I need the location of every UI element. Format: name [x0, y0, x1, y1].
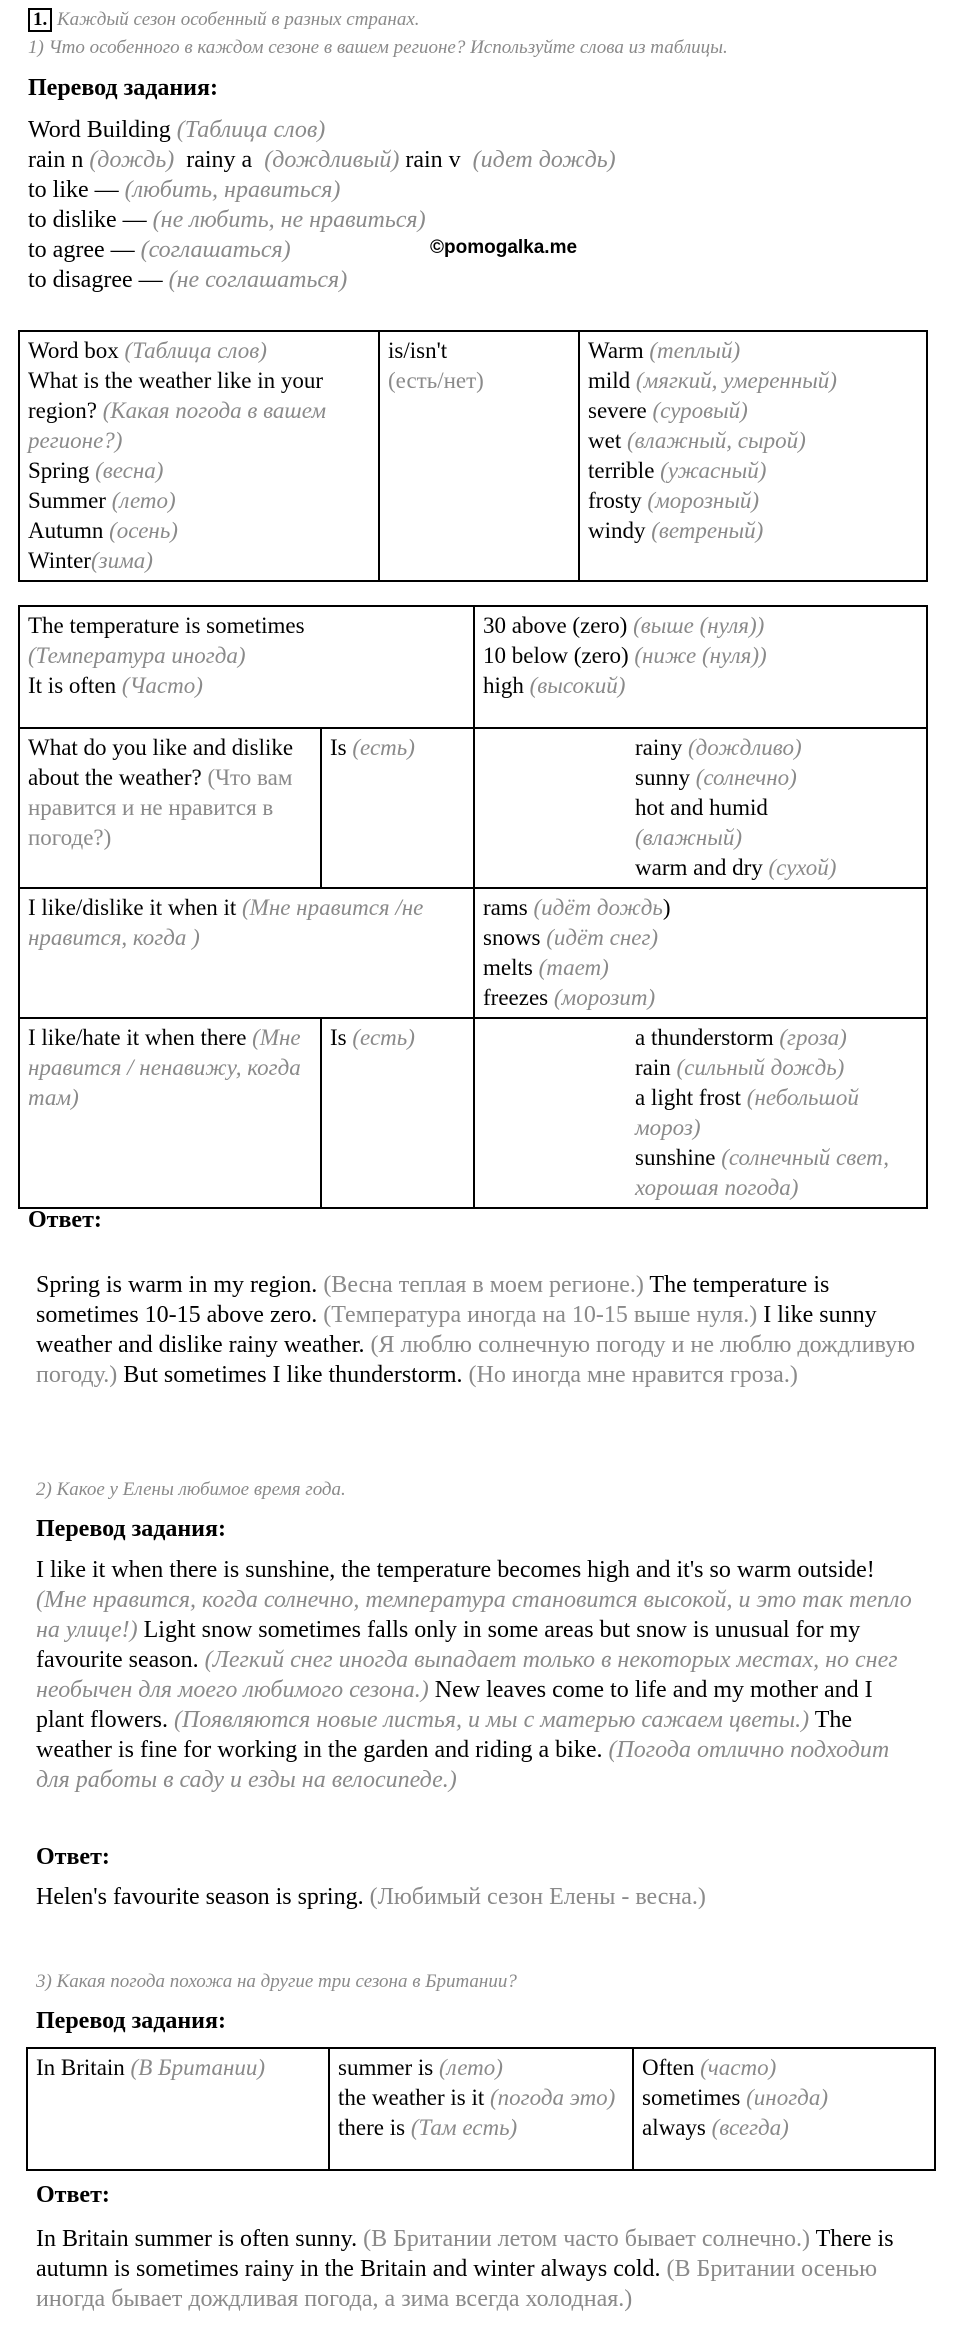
adj-item: severe [588, 398, 647, 423]
phrase-item-tr: (погода это) [490, 2085, 616, 2110]
likes-question: What do you like and dislike about the weather? [28, 735, 294, 790]
likes-right [474, 728, 927, 888]
wb-rain-n-tr: (дождь) [89, 147, 175, 173]
is-word: Is [330, 1025, 347, 1050]
temp-item-tr: (высокий) [529, 673, 626, 698]
wb-agree: to agree — [28, 237, 135, 263]
noun-item-tr: (небольшой мороз) [635, 1085, 859, 1140]
wb-rainy-a-tr: (дождливый) [264, 147, 400, 173]
task-header [28, 8, 928, 32]
noun-item-tr: (сильный дождь) [676, 1055, 845, 1080]
adj-item-tr: (суровый) [652, 398, 748, 423]
temp-phrase: The temperature is sometimes [28, 613, 305, 638]
text-sentence-tr: (Мне нравится, когда солнечно, температура становится высокой, и это так тепло на улице!) [36, 1587, 912, 1643]
when-there-phrase: I like/hate it when there [28, 1025, 247, 1050]
answer-sentence: Spring is warm in my region. [36, 1272, 318, 1298]
noun-item-tr: (солнечный свет, хорошая погода) [635, 1145, 890, 1200]
weather-item-tr: (сухой) [768, 855, 837, 880]
season-summer-tr: (лето) [111, 488, 176, 513]
phrase-item: there is [338, 2115, 406, 2140]
adj-item: Warm [588, 338, 644, 363]
when-there-left [19, 1018, 321, 1208]
adj-item-tr: (ужасный) [660, 458, 767, 483]
adj-item: terrible [588, 458, 655, 483]
wb-dislike-tr: (не любить, не нравиться) [152, 207, 426, 233]
when-there-phrase-tr: (Мне нравится / ненавижу, когда там) [28, 1025, 301, 1110]
translation-heading-1: Перевод задания: [28, 75, 218, 101]
wb-title-tr: (Таблица слов) [176, 117, 326, 143]
answer-sentence-tr: (Я люблю солнечную погоду и не люблю дождливую погоду.) [36, 1332, 916, 1388]
wordbox-table [18, 330, 928, 582]
temp-item-tr: (ниже (нуля)) [634, 643, 767, 668]
britain-label-tr: (В Британии) [130, 2055, 266, 2080]
text-sentence-tr: (Погода отлично подходит для работы в саду и езды на велосипеде.) [36, 1737, 890, 1793]
question-1: 1) Что особенного в каждом сезоне в вашем регионе? Используйте слова из таблицы. [28, 37, 728, 58]
answer-heading-1: Ответ: [28, 1207, 102, 1233]
answer-1 [36, 1270, 926, 1390]
freq-item-tr: (всегда) [711, 2115, 789, 2140]
verb-item: snows [483, 925, 541, 950]
adj-item-tr: (мягкий, умеренный) [635, 368, 837, 393]
verb-item: melts [483, 955, 533, 980]
phrase-item-tr: (лето) [438, 2055, 503, 2080]
freq-item: Often [642, 2055, 695, 2080]
often-phrase: It is often [28, 673, 117, 698]
britain-col-2 [329, 2048, 633, 2170]
word-building [28, 115, 928, 295]
noun-item: sunshine [635, 1145, 716, 1170]
wordbox-label-tr: (Таблица слов) [124, 338, 267, 363]
wb-like-tr: (любить, нравиться) [124, 177, 341, 203]
answer-sentence-tr: (В Британии летом часто бывает солнечно.) [363, 2226, 811, 2252]
table-row [19, 331, 927, 581]
verb-item: rams [483, 895, 528, 920]
noun-item-tr: (гроза) [779, 1025, 847, 1050]
season-spring-tr: (весна) [95, 458, 164, 483]
weather-item-tr: (дождливо) [688, 735, 802, 760]
table-row [19, 1018, 927, 1208]
weather-item: hot and humid [635, 795, 768, 820]
text-sentence-tr: (Появляются новые листья, и мы с матерью сажаем цветы.) [173, 1707, 810, 1733]
table-row [19, 728, 927, 888]
when-there-mid [321, 1018, 474, 1208]
adj-item-tr: (теплый) [649, 338, 741, 363]
phrase-item: summer is [338, 2055, 434, 2080]
noun-item: rain [635, 1055, 671, 1080]
temp-right [474, 606, 927, 728]
phrases-table [18, 605, 928, 1209]
verb-item-tr: (идёт снег) [546, 925, 659, 950]
wordbox-col-2 [379, 331, 579, 581]
verb-item-tail: ) [662, 895, 671, 920]
freq-item-tr: (часто) [700, 2055, 777, 2080]
wordbox-col-1 [19, 331, 379, 581]
wordbox-col-3 [579, 331, 927, 581]
task-number: 1. [28, 8, 52, 32]
likes-question-tr: (Что вам нравится и не нравится в погоде?) [28, 765, 293, 850]
table-row [27, 2048, 935, 2170]
verb-item-tr: (морозит) [553, 985, 656, 1010]
likes-mid [321, 728, 474, 888]
weather-item-tr: (солнечно) [695, 765, 797, 790]
temp-item: 30 above (zero) [483, 613, 628, 638]
answer-sentence: There is autumn is sometimes rainy in the Britain and winter always cold. [36, 2226, 894, 2282]
when-it-right [474, 888, 927, 1018]
text-sentence: The weather is fine for working in the garden and riding a bike. [36, 1707, 852, 1763]
is-isnt: is/isn't [388, 338, 448, 363]
often-phrase-tr: (Часто) [121, 673, 203, 698]
task-title: Каждый сезон особенный в разных странах. [57, 9, 420, 30]
adj-item: windy [588, 518, 646, 543]
temp-left [19, 606, 474, 728]
weather-item: warm and dry [635, 855, 763, 880]
when-it-phrase: I like/dislike it when it [28, 895, 237, 920]
adj-item: mild [588, 368, 631, 393]
adj-item-tr: (влажный, сырой) [626, 428, 806, 453]
likes-left [19, 728, 321, 888]
wordbox-question: What is the weather like in your region? [28, 368, 324, 423]
answer-3 [36, 2224, 926, 2314]
wb-title: Word Building [28, 117, 171, 143]
when-it-phrase-tr: (Мне нравится /не нравится, когда ) [28, 895, 424, 950]
text-sentence: I like it when there is sunshine, the temperature becomes high and it's so warm outside! [36, 1557, 875, 1583]
answer-sentence-tr: (Любимый сезон Елены - весна.) [369, 1884, 706, 1910]
wordbox-label: Word box [28, 338, 119, 363]
season-winter: Winter [28, 548, 91, 573]
answer-sentence-tr: (В Британии осенью иногда бывает дождливая погода, а зима всегда холодная.) [36, 2256, 878, 2312]
britain-table [26, 2047, 936, 2171]
season-spring: Spring [28, 458, 90, 483]
wb-rain-n: rain n [28, 147, 84, 173]
britain-col-1 [27, 2048, 329, 2170]
weather-item: sunny [635, 765, 690, 790]
answer-sentence-tr: (Температура иногда на 10-15 выше нуля.) [323, 1302, 758, 1328]
freq-item: always [642, 2115, 706, 2140]
adj-item: wet [588, 428, 622, 453]
watermark: ©pomogalka.me [430, 237, 578, 258]
noun-item: a thunderstorm [635, 1025, 774, 1050]
season-autumn-tr: (осень) [109, 518, 178, 543]
wb-rain-v: rain v [405, 147, 461, 173]
answer-sentence: I like sunny weather and dislike rainy weather. [36, 1302, 877, 1358]
season-winter-tr: (зима) [90, 548, 153, 573]
is-word-tr: (есть) [352, 1025, 415, 1050]
phrase-item-tr: (Там есть) [410, 2115, 518, 2140]
wb-rainy-a: rainy a [186, 147, 253, 173]
is-isnt-tr: (есть/нет) [388, 368, 484, 393]
wb-like: to like — [28, 177, 119, 203]
answer-heading-3: Ответ: [36, 2182, 110, 2208]
answer-sentence: In Britain summer is often sunny. [36, 2226, 358, 2252]
wb-disagree-tr: (не соглашаться) [168, 267, 348, 293]
text-2 [36, 1555, 926, 1795]
answer-sentence-tr: (Весна теплая в моем регионе.) [323, 1272, 644, 1298]
answer-sentence: The temperature is sometimes 10-15 above zero. [36, 1272, 830, 1328]
britain-col-3 [633, 2048, 935, 2170]
when-there-right [474, 1018, 927, 1208]
weather-item: rainy [635, 735, 683, 760]
verb-item: freezes [483, 985, 549, 1010]
freq-item: sometimes [642, 2085, 741, 2110]
answer-sentence: Helen's favourite season is spring. [36, 1884, 364, 1910]
verb-item-tr: (тает) [538, 955, 609, 980]
answer-heading-2: Ответ: [36, 1844, 110, 1870]
temp-phrase-tr: (Температура иногда) [28, 643, 246, 668]
britain-label: In Britain [36, 2055, 125, 2080]
is-word: Is [330, 735, 347, 760]
text-sentence: Light snow sometimes falls only in some areas but snow is unusual for my favourite season. [36, 1617, 861, 1673]
answer-sentence: But sometimes I like thunderstorm. [123, 1362, 463, 1388]
table-row [19, 606, 927, 728]
adj-item-tr: (морозный) [647, 488, 760, 513]
text-sentence: New leaves come to life and my mother and I plant flowers. [36, 1677, 873, 1733]
adj-item-tr: (ветреный) [651, 518, 764, 543]
temp-item-tr: (выше (нуля)) [633, 613, 765, 638]
season-summer: Summer [28, 488, 106, 513]
table-row [19, 888, 927, 1018]
wb-rain-v-tr: (идет дождь) [472, 147, 616, 173]
freq-item-tr: (иногда) [746, 2085, 828, 2110]
temp-item: high [483, 673, 524, 698]
phrase-item: the weather is it [338, 2085, 485, 2110]
season-autumn: Autumn [28, 518, 104, 543]
answer-sentence-tr: (Но иногда мне нравится гроза.) [468, 1362, 798, 1388]
weather-item-tr: (влажный) [635, 825, 742, 850]
text-sentence-tr: (Легкий снег иногда выпадает только в некоторых местах, но снег необычен для моего любимого сезона.) [36, 1647, 898, 1703]
translation-heading-2: Перевод задания: [36, 1516, 226, 1542]
wb-dislike: to dislike — [28, 207, 147, 233]
is-word-tr: (есть) [352, 735, 415, 760]
wordbox-question-tr: (Какая погода в вашем регионе?) [28, 398, 327, 453]
when-it-left [19, 888, 474, 1018]
wb-disagree: to disagree — [28, 267, 163, 293]
translation-heading-3: Перевод задания: [36, 2008, 226, 2034]
adj-item: frosty [588, 488, 642, 513]
noun-item: a light frost [635, 1085, 742, 1110]
question-3: 3) Какая погода похожа на другие три сезона в Британии? [36, 1971, 517, 1992]
wb-agree-tr: (соглашаться) [140, 237, 291, 263]
question-2: 2) Какое у Елены любимое время года. [36, 1479, 346, 1500]
verb-item-tr: (идёт дождь [533, 895, 663, 920]
temp-item: 10 below (zero) [483, 643, 629, 668]
answer-2 [36, 1882, 926, 1912]
